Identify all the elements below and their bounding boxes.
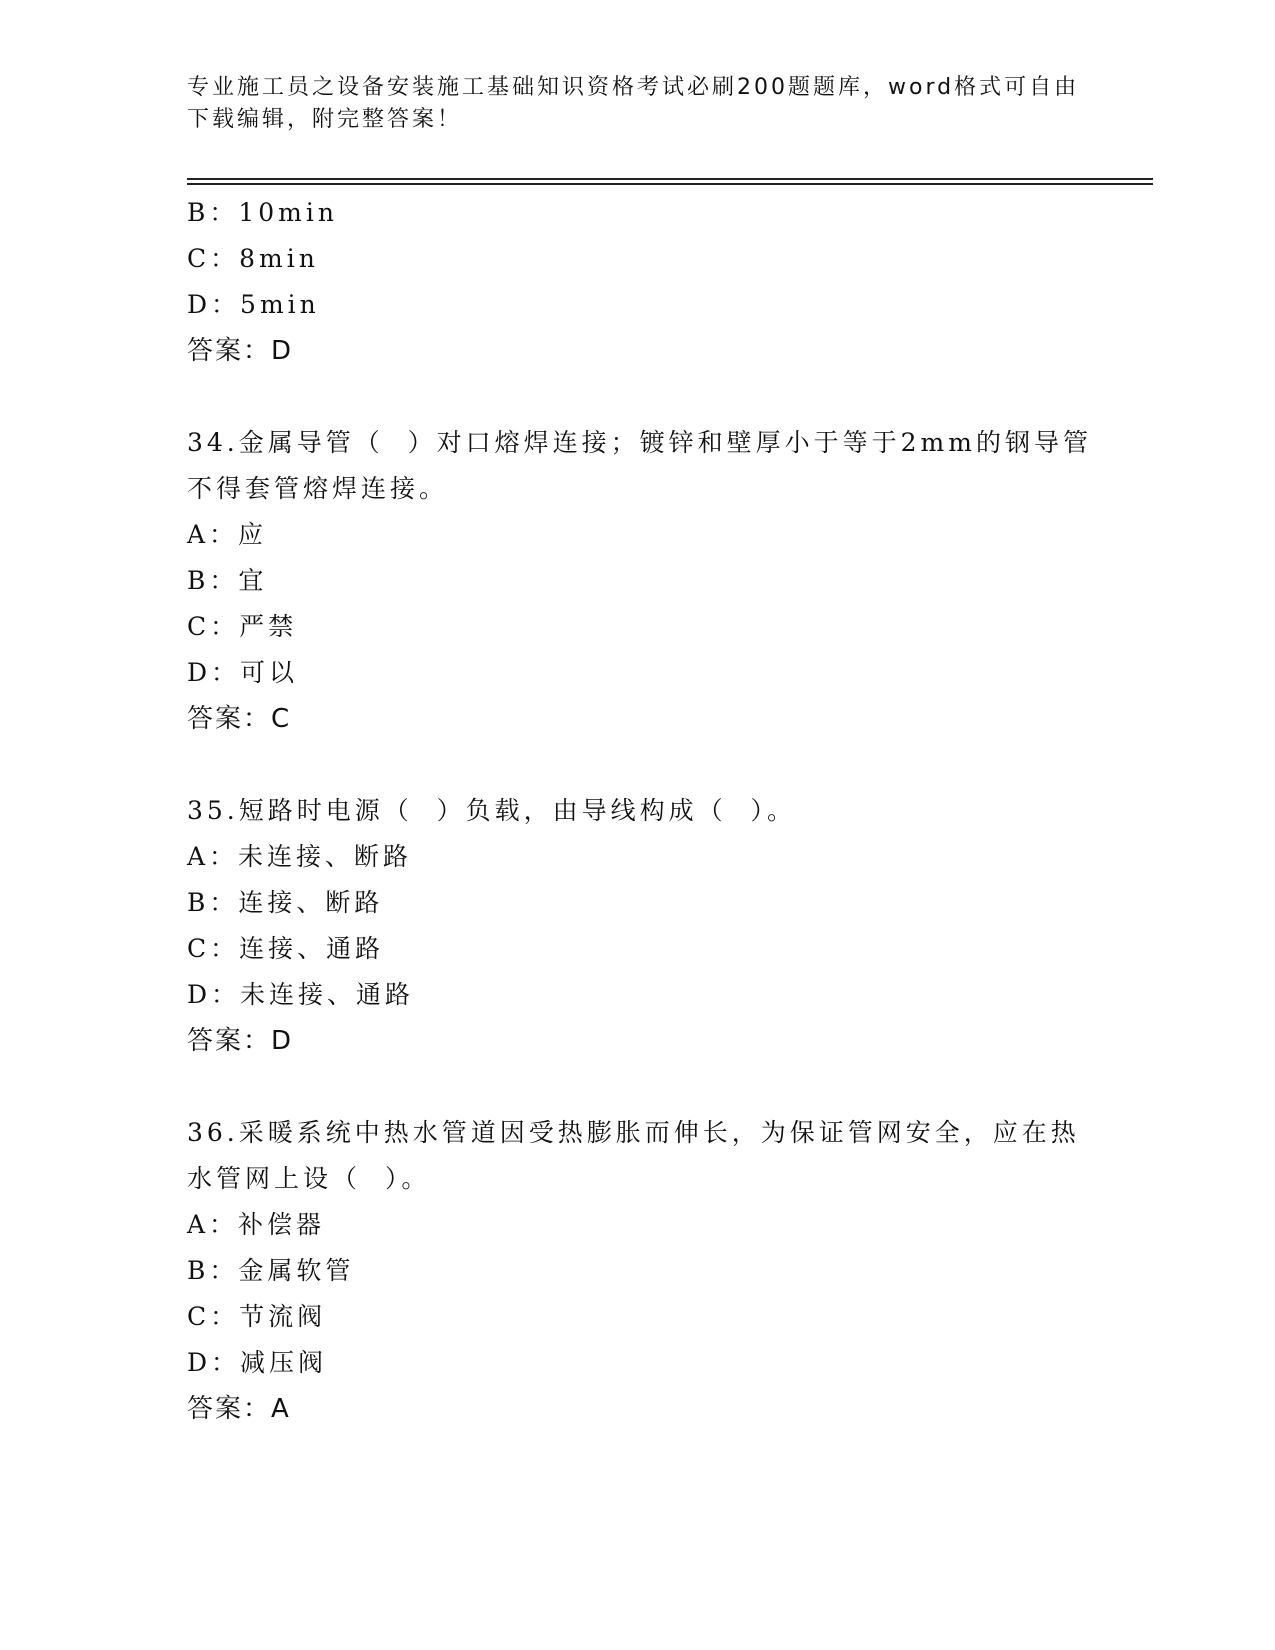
header-divider-bottom [187,183,1153,185]
answer-line: 答案：A [187,1394,291,1424]
question-35 [187,788,1087,1064]
option-d: D：5min [187,290,320,319]
option-d: D：可以 [187,658,299,687]
answer-line: 答案：D [187,1026,294,1056]
option-b: B：10min [187,198,338,227]
header-divider-top [187,178,1153,180]
spacer [187,742,1087,788]
question-stem-line-1: 34.金属导管（ ）对口熔焊连接；镀锌和壁厚小于等于2mm的钢导管 [187,428,1092,457]
option-b: B：连接、断路 [187,888,384,917]
question-36 [187,1110,1087,1432]
answer-line: 答案：D [187,336,294,366]
header-line-2: 下载编辑，附完整答案！ [187,107,463,132]
question-content [187,190,1092,1432]
option-c: C：8min [187,244,319,273]
option-d: D：未连接、通路 [187,980,415,1009]
spacer [187,374,1087,420]
question-stem-line-1: 35.短路时电源（ ）负载，由导线构成（ ）。 [187,796,797,825]
option-d: D：减压阀 [187,1348,328,1377]
question-stem-line-2: 不得套管熔焊连接。 [187,474,449,503]
option-c: C：连接、通路 [187,934,385,963]
question-33-continuation [187,190,1087,374]
question-34 [187,420,1092,742]
spacer [187,1064,1087,1110]
page-header [187,72,1087,136]
option-a: A：应 [187,520,268,549]
option-a: A：补偿器 [187,1210,326,1239]
question-stem-line-1: 36.采暖系统中热水管道因受热膨胀而伸长，为保证管网安全，应在热 [187,1118,1080,1147]
option-c: C：严禁 [187,612,298,641]
answer-line: 答案：C [187,704,292,734]
option-c: C：节流阀 [187,1302,327,1331]
option-a: A：未连接、断路 [187,842,413,871]
option-b: B：金属软管 [187,1256,355,1285]
header-line-1: 专业施工员之设备安装施工基础知识资格考试必刷200题题库，word格式可自由 [187,75,1080,100]
option-b: B：宜 [187,566,268,595]
question-stem-line-2: 水管网上设（ ）。 [187,1164,431,1193]
